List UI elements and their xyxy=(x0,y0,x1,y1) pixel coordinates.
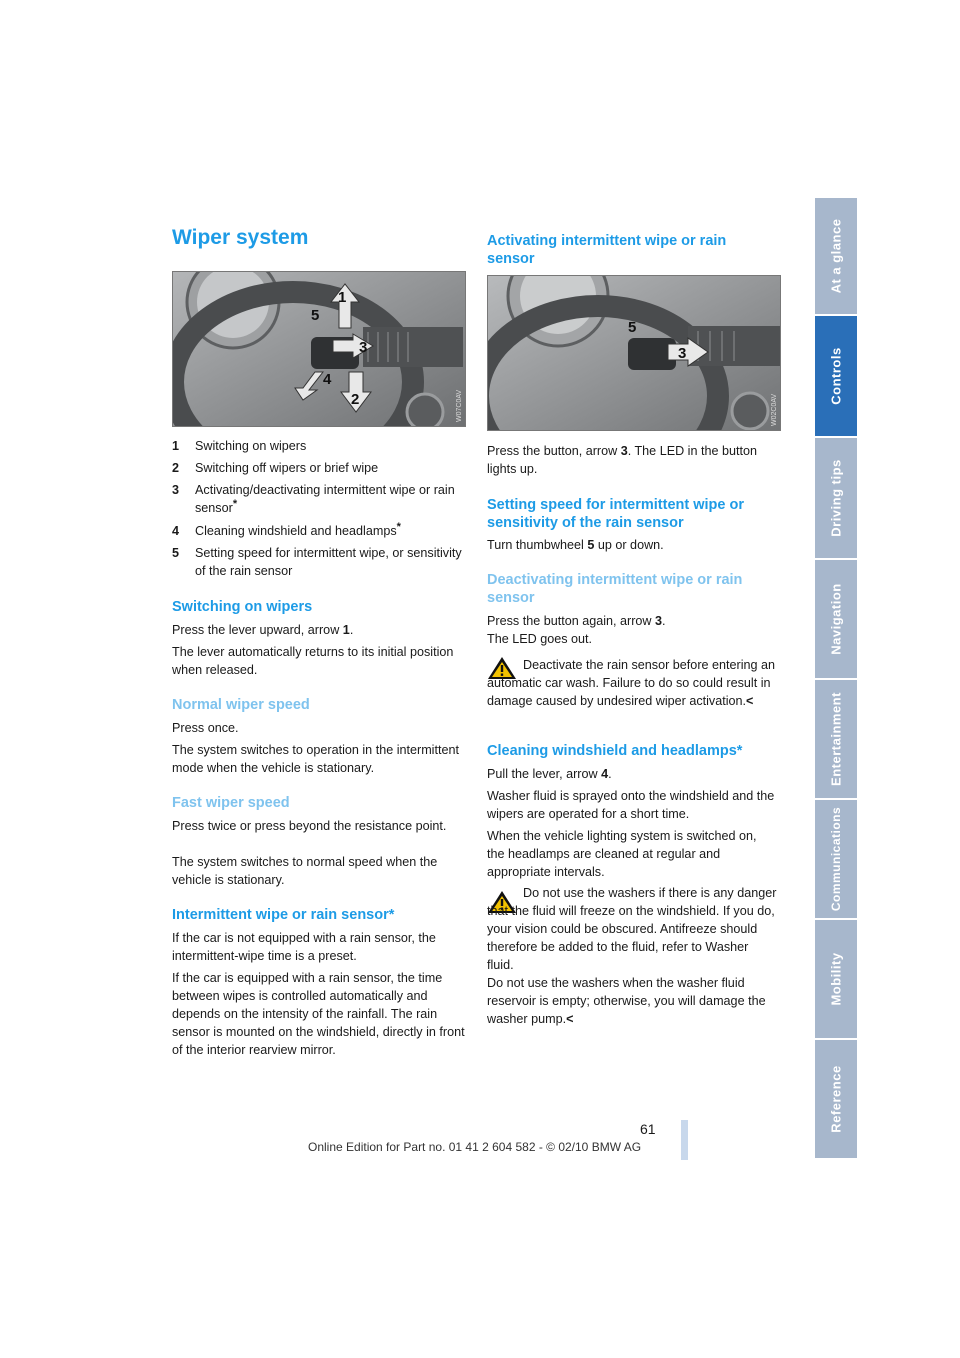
edition-line: Online Edition for Part no. 01 41 2 604 582 - © 02/10 BMW AG xyxy=(308,1140,642,1154)
callout-5: 5 xyxy=(628,319,637,336)
heading-cleaning: Cleaning windshield and headlamps* xyxy=(487,743,743,759)
para-deactivating-2: The LED goes out. xyxy=(487,632,593,646)
callout-1: 1 xyxy=(338,289,347,306)
heading-normal-speed: Normal wiper speed xyxy=(172,697,310,713)
tab-label: Entertainment xyxy=(828,692,844,786)
list-item: 3 Activating/deactivating intermittent wipe or rain sensor* xyxy=(172,483,455,515)
list-item: 4 Cleaning windshield and headlamps* xyxy=(172,520,401,538)
rain-sensor-button-figure xyxy=(487,275,781,431)
figure-code: W02C0AV xyxy=(771,393,778,426)
figure-code: W07C0AV xyxy=(456,389,463,422)
page-number: 61 xyxy=(640,1121,656,1137)
tab-driving-tips[interactable] xyxy=(815,438,857,560)
tab-label: At a glance xyxy=(828,218,844,294)
tab-label: Reference xyxy=(828,1065,844,1133)
tab-label: Controls xyxy=(828,347,844,405)
para-intermittent-2: If the car is equipped with a rain sensor, the time between wipes is controlled automatically and depends on the intensity of the rainfall. The rain sensor is mounted on the windshield, directly in front of the interior rearview mirror. xyxy=(172,971,465,1057)
callout-3: 3 xyxy=(359,339,368,356)
callout-4: 4 xyxy=(323,371,332,388)
para-cleaning-3: When the vehicle lighting system is switched on, the headlamps are cleaned at regular and appropriate intervals. xyxy=(487,829,757,879)
tab-navigation[interactable] xyxy=(815,560,857,680)
tab-controls[interactable] xyxy=(815,316,857,438)
para-fast-2: The system switches to normal speed when the vehicle is stationary. xyxy=(172,855,438,887)
list-item: 1 Switching on wipers xyxy=(172,439,307,453)
para-cleaning-2: Washer fluid is sprayed onto the windshield and the wipers are operated for a short time. xyxy=(487,789,775,821)
para-fast-1: Press twice or press beyond the resistance point. xyxy=(172,819,447,833)
warning-empty-reservoir: Do not use the washers when the washer fluid reservoir is empty; otherwise, you will damage the washer pump.< xyxy=(487,976,766,1026)
para-intermittent-1: If the car is not equipped with a rain sensor, the intermittent-wipe time is a preset. xyxy=(172,931,436,963)
warning-car-wash: Deactivate the rain sensor before entering an automatic car wash. Failure to do so could result in damage caused by undesired wiper activation.< xyxy=(487,658,776,708)
tab-at-a-glance[interactable] xyxy=(815,198,857,316)
tab-mobility[interactable] xyxy=(815,920,857,1040)
para-deactivating-1: Press the button again, arrow 3. xyxy=(487,614,666,628)
heading-fast-speed: Fast wiper speed xyxy=(172,795,290,811)
callout-5: 5 xyxy=(311,307,320,324)
para-switch-1: Press the lever upward, arrow 1. xyxy=(172,623,354,637)
heading-setting-speed: Setting speed for intermittent wipe or sensitivity of the rain sensor xyxy=(487,497,744,531)
page-title: Wiper system xyxy=(172,226,309,249)
tab-label: Driving tips xyxy=(828,459,844,537)
callout-3: 3 xyxy=(678,345,687,362)
tab-label: Mobility xyxy=(828,952,844,1006)
para-setting: Turn thumbwheel 5 up or down. xyxy=(487,538,664,552)
tab-communications[interactable] xyxy=(815,800,857,920)
heading-deactivating: Deactivating intermittent wipe or rain sensor xyxy=(487,572,743,606)
para-switch-2: The lever automatically returns to its initial position when released. xyxy=(172,645,454,677)
tab-label: Navigation xyxy=(828,583,844,655)
wiper-lever-figure xyxy=(172,271,466,427)
para-normal-1: Press once. xyxy=(172,721,239,735)
heading-switching-on: Switching on wipers xyxy=(172,599,313,615)
page-marker-bar xyxy=(681,1120,688,1160)
list-item: 2 Switching off wipers or brief wipe xyxy=(172,461,379,475)
tab-entertainment[interactable] xyxy=(815,680,857,800)
heading-intermittent: Intermittent wipe or rain sensor* xyxy=(172,907,395,923)
list-item: 5 Setting speed for intermittent wipe, or sensitivity of the rain sensor xyxy=(172,546,462,578)
para-normal-2: The system switches to operation in the intermittent mode when the vehicle is stationary. xyxy=(172,743,459,775)
heading-activating: Activating intermittent wipe or rain sensor xyxy=(487,233,727,267)
tab-label: Communications xyxy=(829,806,843,912)
warning-freeze: Do not use the washers if there is any danger that the fluid will freeze on the windshield. If you do, your vision could be obscured. Antifreeze should therefore be added to the fluid, refer to Washer fluid. xyxy=(487,886,777,972)
tab-reference[interactable] xyxy=(815,1040,857,1160)
para-activating: Press the button, arrow 3. The LED in the button lights up. xyxy=(487,444,758,476)
para-cleaning-1: Pull the lever, arrow 4. xyxy=(487,767,612,781)
callout-2: 2 xyxy=(351,391,360,408)
